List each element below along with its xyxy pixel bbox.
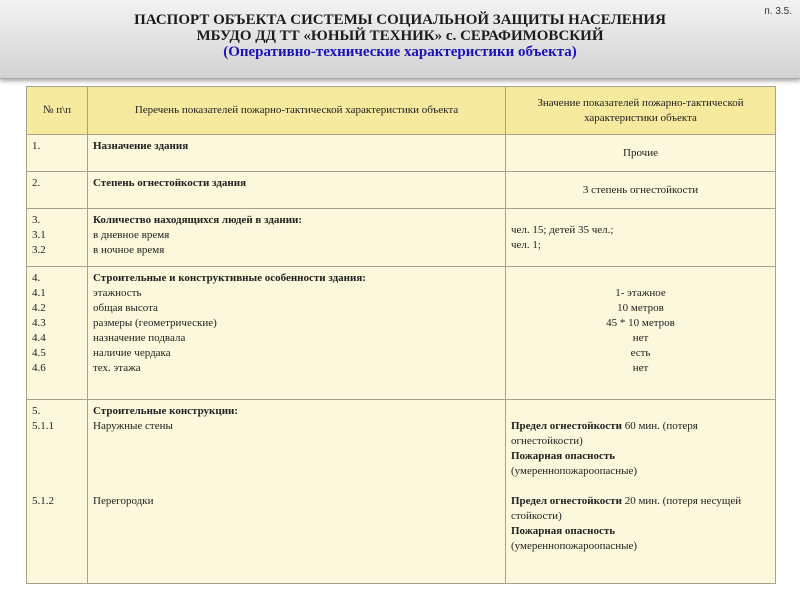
fire-danger-value: (умереннопожароопасные) (511, 465, 638, 477)
row-item: тех. этажа (93, 362, 141, 374)
row-number: 2. (27, 172, 88, 209)
row-number: 3.2 (32, 244, 46, 256)
row-heading: Строительные и конструктивные особенности здания: (93, 272, 366, 284)
row-item: назначение подвала (93, 332, 186, 344)
row-number: 4.5 (32, 347, 46, 359)
fire-resistance-value: 20 мин. (потеря несущей стойкости) (511, 495, 742, 522)
fire-resistance-label: Предел огнестойкости (511, 495, 622, 507)
fire-danger-value: (умереннопожароопасные) (511, 540, 638, 552)
fire-resistance-value: 60 мин. (потеря огнестойкости) (511, 420, 698, 447)
table-row (27, 135, 776, 172)
header-values: Значение показателей пожарно-тактической характеристики объекта (506, 87, 776, 135)
row-number: 4.2 (32, 302, 46, 314)
value-line: 1- этажное (615, 287, 666, 299)
row-item: этажность (93, 287, 142, 299)
title-line-2: МБУДО ДД ТТ «ЮНЫЙ ТЕХНИК» с. СЕРАФИМОВСКИЙ (196, 28, 604, 44)
value-line: чел. 1; (511, 238, 541, 251)
slide-number: п. 3.5. (764, 6, 792, 17)
row-item: в ночное время (93, 244, 165, 256)
partitions-fire-resistance (511, 494, 770, 524)
row-number: 4.6 (32, 362, 46, 374)
row-numbers (27, 209, 88, 267)
row-number: 4.3 (32, 317, 46, 329)
row-item: наличие чердака (93, 347, 171, 359)
row-item: Перегородки (93, 495, 154, 507)
table-row (27, 209, 776, 267)
row-number: 4.4 (32, 332, 46, 344)
row-numbers (27, 267, 88, 400)
header-indicators: Перечень показателей пожарно-тактической характеристики объекта (88, 87, 506, 135)
row-item: Наружные стены (93, 420, 173, 432)
row-value (506, 209, 776, 267)
row-label (88, 400, 506, 584)
row-value: 3 степень огнестойкости (506, 172, 776, 209)
value-line: нет (632, 362, 649, 374)
row-label (88, 267, 506, 400)
row-item: размеры (геометрические) (93, 317, 217, 329)
value-line: 10 метров (617, 302, 664, 314)
walls-fire-resistance (511, 419, 770, 449)
header-number: № п\п (27, 87, 88, 135)
characteristics-table (26, 86, 776, 584)
value-line: 45 * 10 метров (606, 317, 675, 329)
slide-header (0, 0, 800, 79)
row-number: 3.1 (32, 229, 46, 241)
title-line-1: ПАСПОРТ ОБЪЕКТА СИСТЕМЫ СОЦИАЛЬНОЙ ЗАЩИТЫ НАСЕЛЕНИЯ (134, 12, 666, 28)
row-label (88, 209, 506, 267)
value-line: нет (632, 332, 649, 344)
table-row (27, 172, 776, 209)
fire-danger-label: Пожарная опасность (511, 525, 616, 537)
row-item: общая высота (93, 302, 158, 314)
row-heading: Количество находящихся людей в здании: (93, 214, 303, 226)
row-value (506, 267, 776, 400)
row-label: Степень огнестойкости здания (88, 172, 506, 209)
fire-resistance-label: Предел огнестойкости (511, 420, 622, 432)
row-number: 5. (32, 405, 41, 417)
value-line: есть (630, 347, 651, 359)
value-line: чел. 15; детей 35 чел.; (511, 223, 614, 236)
row-heading: Строительные конструкции: (93, 405, 239, 417)
table-row (27, 400, 776, 584)
row-numbers (27, 400, 88, 584)
fire-danger-label: Пожарная опасность (511, 450, 616, 462)
row-number: 5.1.2 (32, 495, 54, 507)
row-number: 4. (32, 272, 41, 284)
title-subtitle: (Оперативно-технические характеристики объекта) (223, 44, 577, 60)
row-number: 1. (27, 135, 88, 172)
row-value: Прочие (506, 135, 776, 172)
row-label: Назначение здания (88, 135, 506, 172)
row-value (506, 400, 776, 584)
table-header-row (27, 87, 776, 135)
row-number: 3. (32, 214, 41, 226)
page-title (0, 12, 800, 60)
row-number: 5.1.1 (32, 420, 54, 432)
table-row (27, 267, 776, 400)
row-number: 4.1 (32, 287, 46, 299)
row-item: в дневное время (93, 229, 170, 241)
